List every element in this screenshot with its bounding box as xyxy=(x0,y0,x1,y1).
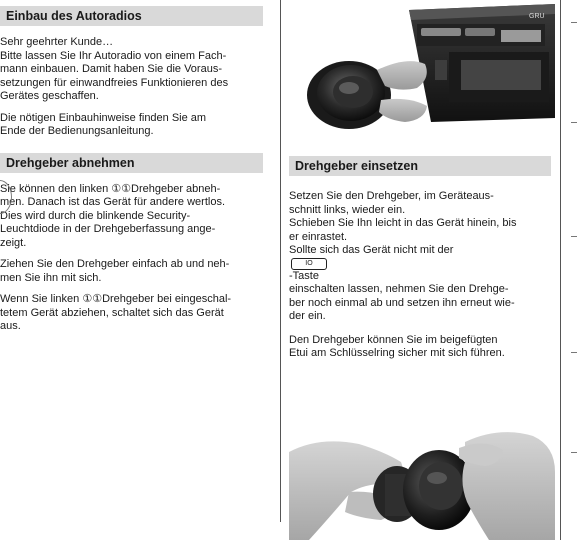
io-button-icon: IO xyxy=(291,258,327,270)
paragraph-ziehen: Ziehen Sie den Drehgeber einfach ab und neh- men Sie ihn mit sich. xyxy=(0,258,230,284)
left-column xyxy=(0,0,268,342)
photo-hands-knob xyxy=(289,422,555,540)
photo-radio-knob xyxy=(289,0,555,130)
paragraph-einbauhinweise: Die nötigen Einbauhinweise finden Sie am Ende der Bedienungsanleitung. xyxy=(0,111,207,137)
margin-tick xyxy=(571,122,577,123)
photo-radio-knob-drawing xyxy=(289,0,555,130)
margin-tick xyxy=(571,452,577,453)
photo-hands-knob-drawing xyxy=(289,422,555,540)
heading-einbau: Einbau des Autoradios xyxy=(0,6,263,26)
paragraph-etui: Den Drehgeber können Sie im beigefügten Etui am Schlüsselring sicher mit sich führen. xyxy=(289,333,505,359)
heading-drehgeber-abnehmen: Drehgeber abnehmen xyxy=(0,153,263,173)
margin-tick xyxy=(571,236,577,237)
column-divider-right xyxy=(560,0,561,540)
paragraph-intro: Sehr geehrter Kunde… Bitte lassen Sie Ihr Autoradio von einem Fach- mann einbauen. Damit haben Sie die Voraus- setzungen für einwandfreies Funktionieren des Gerätes geschaffen. xyxy=(0,36,229,102)
middle-text-block xyxy=(289,190,555,369)
paragraph-einsetzen: Setzen Sie den Drehgeber, im Geräteaus- schnitt links, wieder ein. Schieben Sie Ihn leicht in das Gerät hinein, bis er einrastet. Sollte sich das Gerät nicht mit der IO -Taste einschalten lassen, nehmen Sie den Drehge- ber noch einmal ab und setzen ihn erneut wie- der ein. xyxy=(289,190,517,322)
radio-brand-label: GRU xyxy=(529,13,545,20)
heading-drehgeber-einsetzen: Drehgeber einsetzen xyxy=(289,156,551,176)
margin-tick xyxy=(571,352,577,353)
column-divider-left xyxy=(280,0,281,522)
paragraph-eingeschaltet: Wenn Sie linken ①①Drehgeber bei eingeschal- tetem Gerät abziehen, schaltet sich das Gerät aus. xyxy=(0,293,232,332)
margin-tick xyxy=(571,22,577,23)
paragraph-abnehmen: Sie können den linken ①①Drehgeber abneh- men. Danach ist das Gerät für andere wertlos. Dies wird durch die blinkende Security- Leuchtdiode in der Drehgeberfassung ange- zeigt. xyxy=(0,182,225,249)
